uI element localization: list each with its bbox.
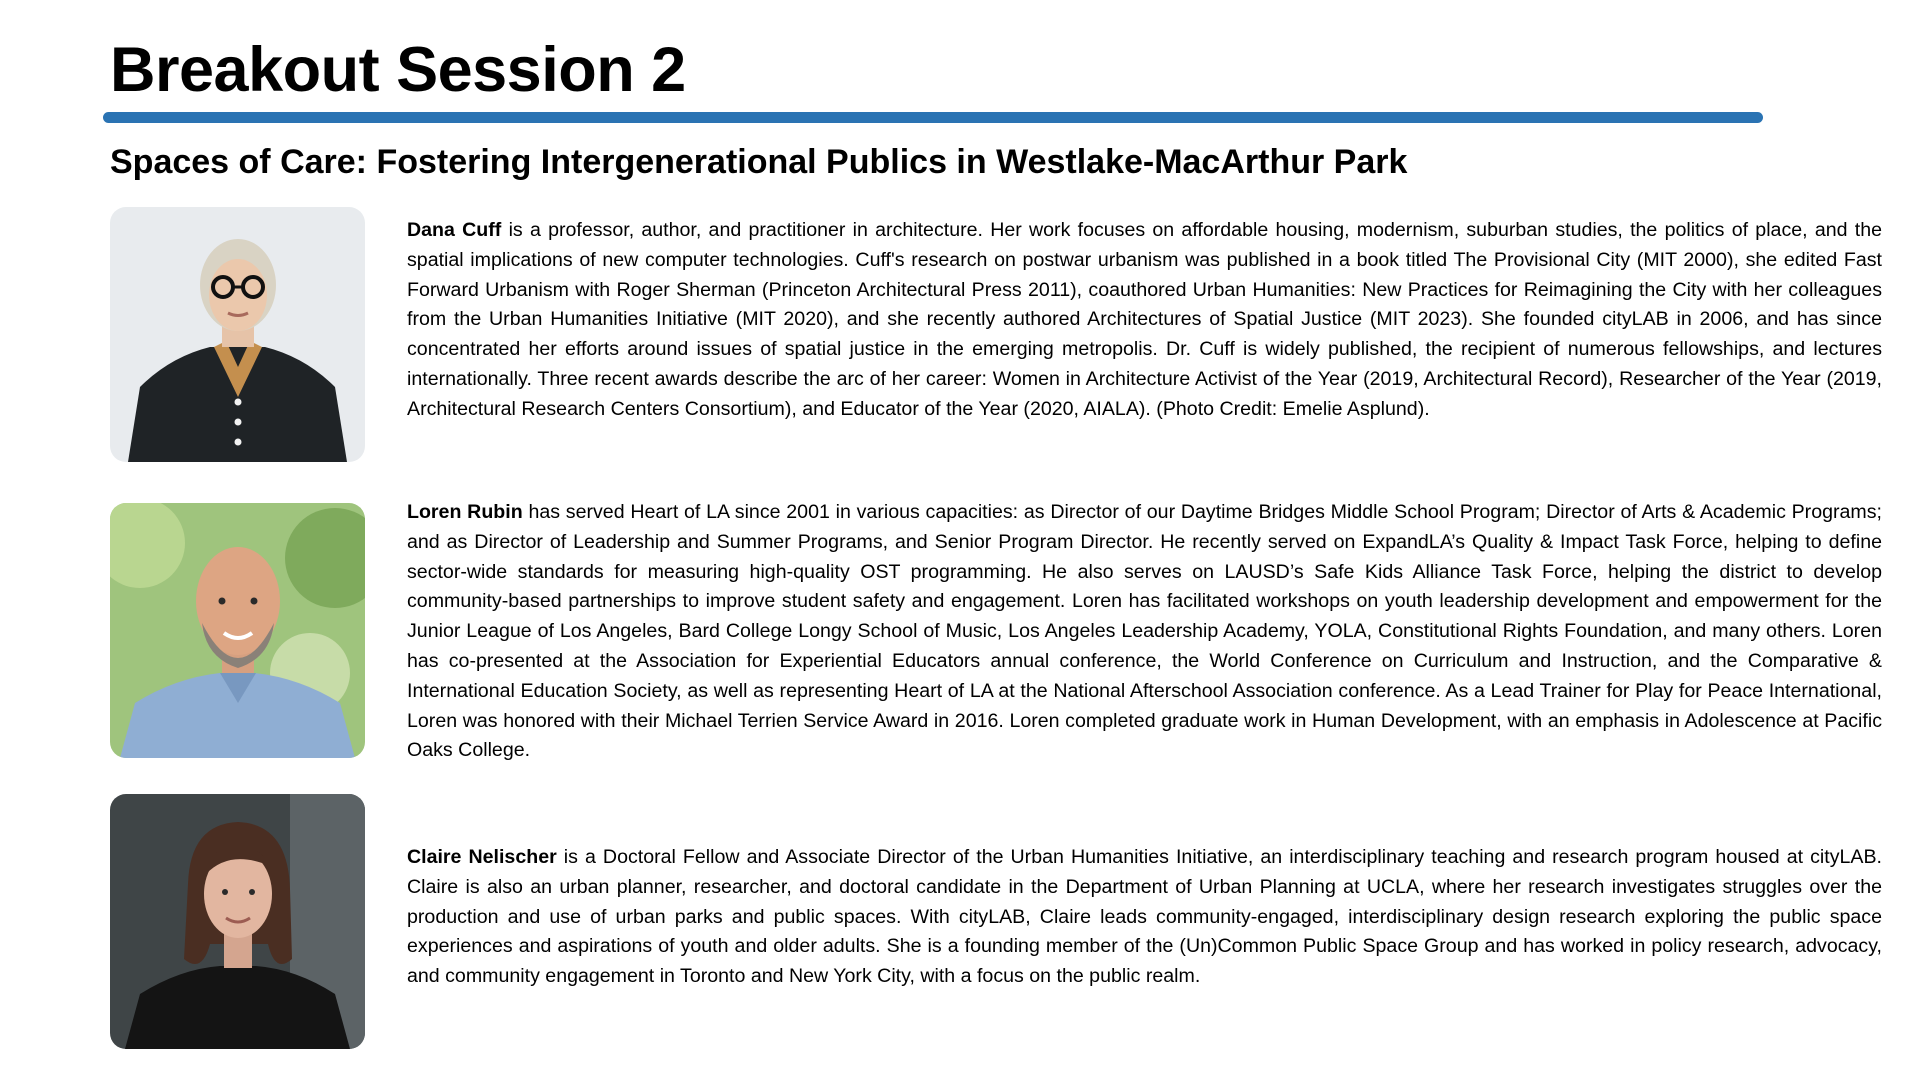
title-divider (103, 112, 1763, 123)
speaker-name: Dana Cuff (407, 219, 502, 241)
speaker-portrait-2 (110, 503, 365, 758)
speaker-photo-loren-rubin (110, 503, 365, 758)
speaker-bio-claire-nelischer (407, 843, 1882, 992)
speaker-photo-claire-nelischer (110, 794, 365, 1049)
speaker-portrait-3 (110, 794, 365, 1049)
speaker-bio-text: is a professor, author, and practitioner in architecture. Her work focuses on affordable housing, modernism, suburban studies, the politics of place, and the spatial implications of new computer technologies. Cuff's research on postwar urbanism was published in a book titled The Provisional City (MIT 2000), she edited Fast Forward Urbanism with Roger Sherman (Princeton Architectural Press 2011), coauthored Urban Humanities: New Practices for Reimagining the City with her colleagues from the Urban Humanities Initiative (MIT 2020), and she recently authored Architectures of Spatial Justice (MIT 2023). She founded cityLAB in 2006, and has since concentrated her efforts around issues of spatial justice in the emerging metropolis. Dr. Cuff is widely published, the recipient of numerous fellowships, and lectures internationally. Three recent awards describe the arc of her career: Women in Architecture Activist of the Year (2019, Architectural Record), Researcher of the Year (2019, Architectural Research Centers Consortium), and Educator of the Year (2020, AIALA). (Photo Credit: Emelie Asplund). (407, 219, 1882, 420)
speaker-bio-text: has served Heart of LA since 2001 in various capacities: as Director of our Daytime Bridges Middle School Program; Director of Arts & Academic Programs; and as Director of Leadership and Summer Programs, and Senior Program Director. He recently served on ExpandLA’s Quality & Impact Task Force, helping to define sector-wide standards for measuring high-quality OST programming. He also serves on LAUSD’s Safe Kids Alliance Task Force, helping the district to develop community-based partnerships to improve student safety and engagement. Loren has facilitated workshops on youth leadership development and empowerment for the Junior League of Los Angeles, Bard College Longy School of Music, Los Angeles Leadership Academy, YOLA, Constitutional Rights Foundation, and many others. Loren has co-presented at the Association for Experiential Educators annual conference, the World Conference on Curriculum and Instruction, and the Comparative & International Education Society, as well as representing Heart of LA at the National Afterschool Association conference. As a Lead Trainer for Play for Peace International, Loren was honored with their Michael Terrien Service Award in 2016. Loren completed graduate work in Human Development, with an emphasis in Adolescence at Pacific Oaks College. (407, 501, 1882, 762)
speaker-portrait-1 (110, 207, 365, 462)
speaker-bio-loren-rubin (407, 498, 1882, 766)
speaker-name: Claire Nelischer (407, 846, 557, 868)
speaker-name: Loren Rubin (407, 501, 523, 523)
speaker-bio-dana-cuff (407, 216, 1882, 425)
slide-title: Breakout Session 2 (110, 35, 686, 105)
speaker-bio-text: is a Doctoral Fellow and Associate Director of the Urban Humanities Initiative, an interdisciplinary teaching and research program housed at cityLAB. Claire is also an urban planner, researcher, and doctoral candidate in the Department of Urban Planning at UCLA, where her research investigates struggles over the production and use of urban parks and public spaces. With cityLAB, Claire leads community-engaged, interdisciplinary design research exploring the public space experiences and aspirations of youth and older adults. She is a founding member of the (Un)Common Public Space Group and has worked in policy research, advocacy, and community engagement in Toronto and New York City, with a focus on the public realm. (407, 846, 1882, 988)
session-subtitle: Spaces of Care: Fostering Intergenerational Publics in Westlake-MacArthur Park (110, 143, 1408, 181)
speaker-photo-dana-cuff (110, 207, 365, 462)
